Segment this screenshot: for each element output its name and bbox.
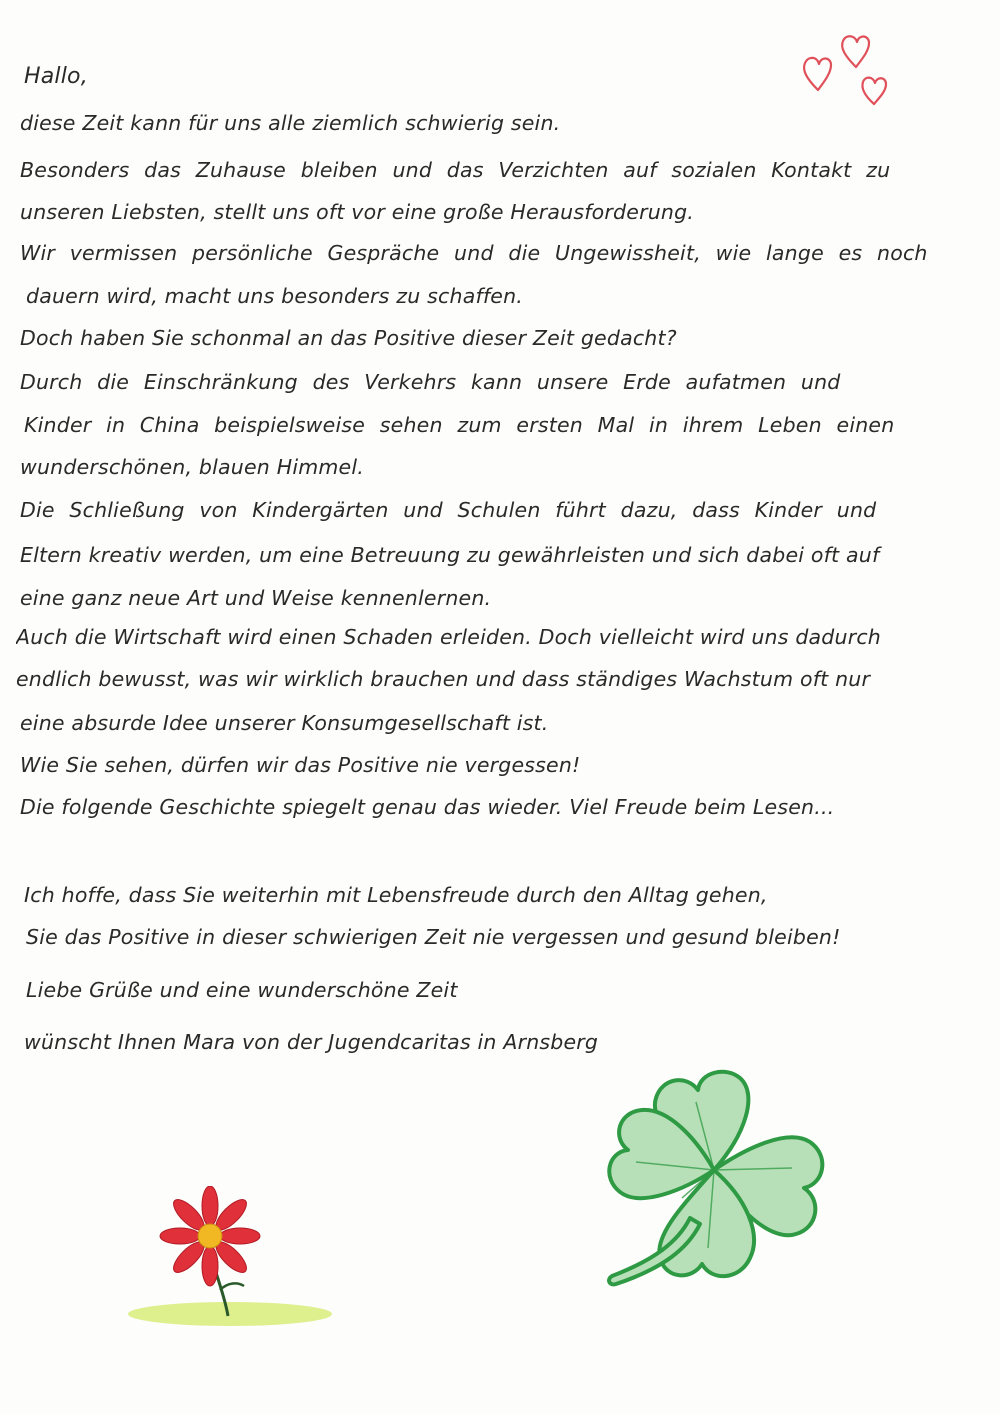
letter-line: Durch die Einschränkung des Verkehrs kann unsere Erde aufatmen und [20,370,841,394]
letter-line: Eltern kreativ werden, um eine Betreuung zu gewährleisten und sich dabei oft auf [20,543,880,567]
letter-line: endlich bewusst, was wir wirklich brauchen und dass ständiges Wachstum oft nur [16,667,871,691]
letter-line: Wir vermissen persönliche Gespräche und die Ungewissheit, wie lange es noch [20,241,928,265]
letter-line: eine ganz neue Art und Weise kennenlernen. [20,586,492,610]
letter-line: Sie das Positive in dieser schwierigen Zeit nie vergessen und gesund bleiben! [26,925,841,949]
letter-line: Die folgende Geschichte spiegelt genau das wieder. Viel Freude beim Lesen... [20,795,835,819]
letter-line: Wie Sie sehen, dürfen wir das Positive nie vergessen! [20,753,581,777]
letter-line: eine absurde Idee unserer Konsumgesellschaft ist. [20,711,549,735]
letter-line: wunderschönen, blauen Himmel. [20,455,364,479]
letter-line: Die Schließung von Kindergärten und Schulen führt dazu, dass Kinder und [20,498,877,522]
letter-line: diese Zeit kann für uns alle ziemlich schwierig sein. [20,111,561,135]
letter-line: Kinder in China beispielsweise sehen zum ersten Mal in ihrem Leben einen [24,413,895,437]
closing-line: Liebe Grüße und eine wunderschöne Zeit [26,978,458,1002]
letter-line: Auch die Wirtschaft wird einen Schaden erleiden. Doch vielleicht wird uns dadurch [16,625,881,649]
letter-line: Ich hoffe, dass Sie weiterhin mit Lebensfreude durch den Alltag gehen, [24,883,768,907]
letter-line: dauern wird, macht uns besonders zu schaffen. [26,284,524,308]
letter-line: Doch haben Sie schonmal an das Positive dieser Zeit gedacht? [20,326,677,350]
letter-line: unseren Liebsten, stellt uns oft vor eine große Herausforderung. [20,200,695,224]
four-leaf-clover-icon [596,1058,840,1302]
heart-icon [798,30,894,110]
letter-line: Besonders das Zuhause bleiben und das Verzichten auf sozialen Kontakt zu [20,158,891,182]
greeting-line: Hallo, [24,64,88,89]
flower-icon [120,1186,350,1336]
signature-line: wünscht Ihnen Mara von der Jugendcaritas in Arnsberg [24,1030,599,1054]
